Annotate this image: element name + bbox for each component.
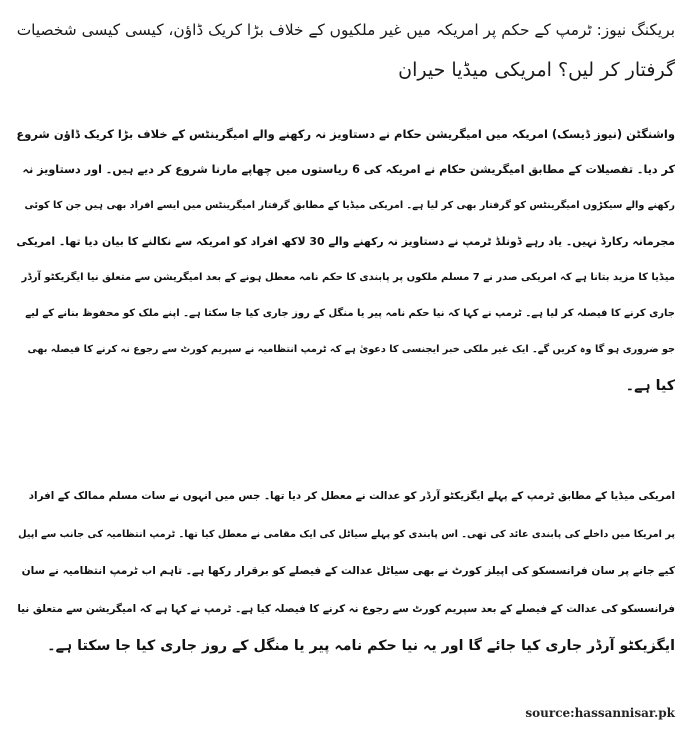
paragraph-line: مجرمانہ رکارڈ نہیں۔ یاد رہے ڈونلڈ ٹرمپ نے دستاویز نہ رکھنے والے 30 لاکھ افراد کو امریکہ سے نکالنے کا بیان دیا تھا۔ امریکی [16,235,675,248]
paragraph-line: واشنگٹن (نیوز ڈیسک) امریکہ میں امیگریشن حکام نے دستاویز نہ رکھنے والے امیگرینٹس کے خلاف بڑا کریک ڈاؤن شروع [16,127,675,141]
paragraph-line: کیے جانے پر سان فرانسسکو کی اپیلز کورٹ نے بھی سیاٹل عدالت کے فیصلے کو برقرار رکھا ہے۔ تاہم اب ٹرمپ انتظامیہ نے سان [21,565,675,577]
paragraph-line: کر دیا۔ تفصیلات کے مطابق امیگریشن حکام نے امریکہ کی 6 ریاستوں میں چھاپے مارنا شروع کر دیے ہیں۔ اور دستاویز نہ [22,163,675,176]
paragraph-line: رکھنے والے سیکڑوں امیگرینٹس کو گرفتار بھی کر لیا ہے۔ امریکی میڈیا کے مطابق گرفتار امیگرینٹس میں ایسے افراد بھی ہیں جن کا کوئی [24,200,675,211]
paragraph-line: پر امریکا میں داخلے کی پابندی عائد کی تھی۔ اس پابندی کو پہلے سیاٹل کی ایک مقامی نے معطل کیا تھا۔ ٹرمپ انتظامیہ کی جانب سے اپیل [18,528,675,540]
headline-line: گرفتار کر لیں؟ امریکی میڈیا حیران [398,59,675,81]
headline-line: بریکنگ نیوز: ٹرمپ کے حکم پر امریکہ میں غیر ملکیوں کے خلاف بڑا کریک ڈاؤن، کیسی کیسی شخصیات [16,21,675,39]
paragraph-line: فرانسسکو کی عدالت کے فیصلے کے بعد سپریم کورٹ سے رجوع نہ کرنے کا فیصلہ کیا ہے۔ ٹرمپ نے کہا ہے کہ امیگریشن سے متعلق نیا [17,602,675,615]
article-paragraph-1 [14,116,675,404]
paragraph-line: کیا ہے۔ [625,378,675,394]
paragraph-line: امریکی میڈیا کے مطابق ٹرمپ کے پہلے ایگزیکٹو آرڈر کو عدالت نے معطل کر دیا تھا۔ جس میں انہوں نے سات مسلم ممالک کے افراد [28,490,675,502]
article-headline [14,10,675,90]
source-credit: source:hassannisar.pk [525,706,675,720]
article-paragraph-2 [14,478,675,666]
paragraph-line: جاری کرنے کا فیصلہ کر لیا ہے۔ ٹرمپ نے کہا کہ نیا حکم نامہ پیر یا منگل کے روز جاری کیا جا سکتا ہے۔ اپنے ملک کو محفوظ بنانے کے لیے [25,308,675,319]
paragraph-line: میڈیا کا مزید بتانا ہے کہ امریکی صدر نے 7 مسلم ملکوں پر پابندی کا حکم نامہ معطل ہونے کے بعد امیگریشن سے متعلق نیا ایگزیکٹو آرڈر [21,272,675,283]
paragraph-line: جو ضروری ہو گا وہ کریں گے۔ ایک غیر ملکی خبر ایجنسی کا دعویٰ ہے کہ ٹرمپ انتظامیہ نے سپریم کورٹ سے رجوع نہ کرنے کا فیصلہ بھی [27,344,675,355]
paragraph-line: ایگزیکٹو آرڈر جاری کیا جائے گا اور یہ نیا حکم نامہ پیر یا منگل کے روز جاری کیا جا سکتا ہے۔ [47,638,675,654]
